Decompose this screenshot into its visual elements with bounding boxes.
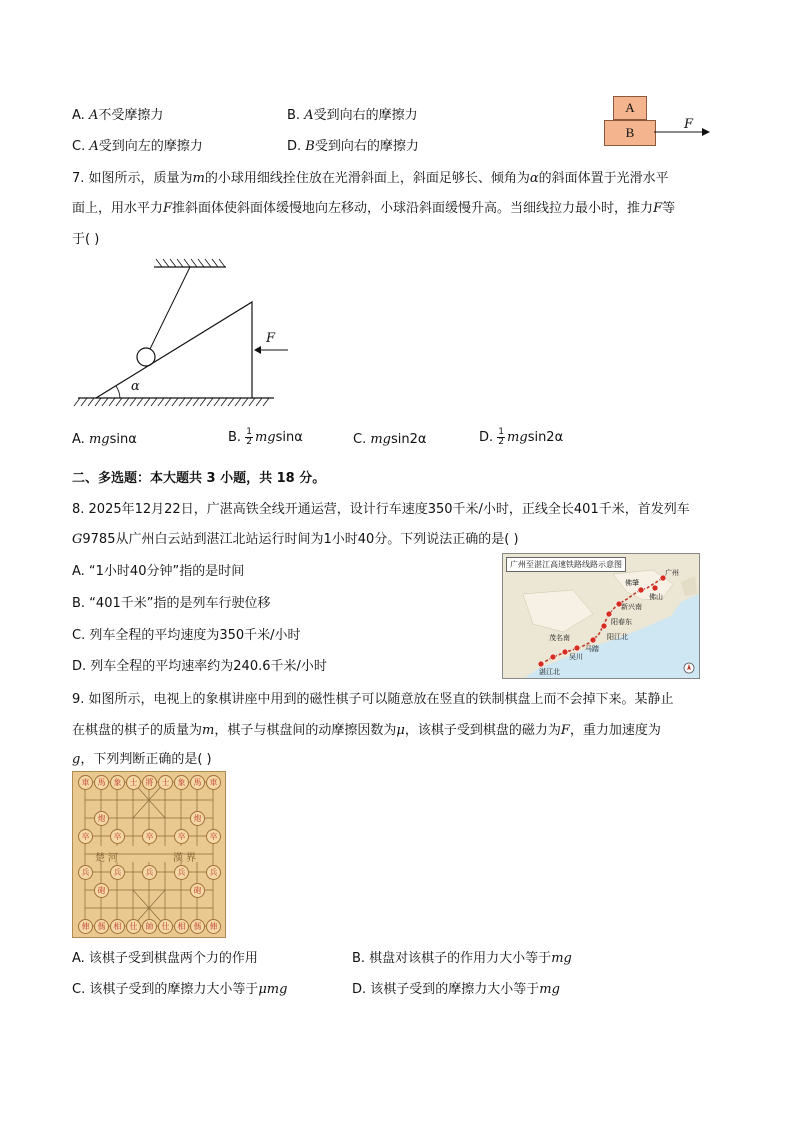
station-label: 吴川 bbox=[569, 653, 583, 661]
chess-piece: 砲 bbox=[94, 883, 109, 898]
q9-option-c: C. 该棋子受到的摩擦力大小等于μmg bbox=[72, 982, 288, 997]
chess-piece: 象 bbox=[174, 775, 189, 790]
chess-piece: 兵 bbox=[206, 865, 221, 880]
q6-option-d: D. B受到向右的摩擦力 bbox=[287, 139, 419, 154]
q9-line-2: 在棋盘的棋子的质量为m，棋子与棋盘间的动摩擦因数为μ，该棋子受到棋盘的磁力为F，重力加速度为 bbox=[72, 723, 661, 738]
q8-line-1: 8. 2025年12月22日，广湛高铁全线开通运营，设计行车速度350千米/小时，正线全长401千米，首发列车 bbox=[72, 502, 690, 517]
incline-force-label: F bbox=[266, 331, 276, 346]
chess-piece: 車 bbox=[78, 775, 93, 790]
station-label: 阳江北 bbox=[607, 633, 628, 641]
section-heading: 二、多选题：本大题共 3 小题，共 18 分。 bbox=[72, 471, 326, 486]
chess-piece: 俥 bbox=[78, 919, 93, 934]
chess-piece: 兵 bbox=[78, 865, 93, 880]
chess-piece: 卒 bbox=[142, 829, 157, 844]
station-label: 阳春东 bbox=[611, 618, 632, 626]
chess-piece: 相 bbox=[110, 919, 125, 934]
q9-line-1: 9. 如图所示，电视上的象棋讲座中用到的磁性棋子可以随意放在竖直的铁制棋盘上而不会掉下来。某静止 bbox=[72, 692, 674, 707]
q7-option-b: B. $\frac{1}{2}$ mgsinα bbox=[228, 427, 303, 447]
q8-option-d: D. 列车全程的平均速率约为240.6千米/小时 bbox=[72, 659, 327, 674]
chess-piece: 將 bbox=[142, 775, 157, 790]
q7-option-a: A. mgsinα bbox=[72, 432, 137, 447]
chess-piece: 帥 bbox=[142, 919, 157, 934]
chess-piece: 炮 bbox=[190, 811, 205, 826]
chess-piece: 相 bbox=[174, 919, 189, 934]
river-text-left: 楚 河 bbox=[95, 853, 118, 864]
q8-line-2: G9785从广州白云站到湛江北站运行时间为1小时40分。下列说法正确的是( ) bbox=[72, 532, 519, 547]
q8-option-c: C. 列车全程的平均速度为350千米/小时 bbox=[72, 628, 301, 643]
q7-line-3: 于( ) bbox=[72, 232, 100, 247]
q9-option-d: D. 该棋子受到的摩擦力大小等于mg bbox=[352, 982, 560, 997]
station-label: 佛肇 bbox=[625, 579, 639, 587]
station-label: 广州 bbox=[665, 569, 679, 577]
chess-piece: 傌 bbox=[190, 919, 205, 934]
chess-piece: 仕 bbox=[126, 919, 141, 934]
chess-piece: 兵 bbox=[174, 865, 189, 880]
station-label: 茂名南 bbox=[549, 634, 570, 642]
station-label: 湛江北 bbox=[539, 668, 560, 676]
q7-option-c: C. mgsin2α bbox=[353, 432, 427, 447]
q7-line-1: 7. 如图所示，质量为m的小球用细线拴住放在光滑斜面上，斜面足够长、倾角为α的斜面体置于光滑水平 bbox=[72, 171, 669, 186]
force-label: F bbox=[684, 117, 694, 132]
chess-piece: 兵 bbox=[142, 865, 157, 880]
angle-label: α bbox=[131, 379, 140, 394]
fraction: $\frac{1}{2}$ bbox=[498, 427, 505, 447]
q9-option-a: A. 该棋子受到棋盘两个力的作用 bbox=[72, 951, 258, 966]
chessboard bbox=[72, 771, 226, 938]
q6-option-b: B. A受到向右的摩擦力 bbox=[287, 108, 418, 123]
chess-piece: 砲 bbox=[190, 883, 205, 898]
station-label: 佛山 bbox=[649, 593, 663, 601]
q9-line-3: g，下列判断正确的是( ) bbox=[72, 752, 212, 767]
q8-option-b: B. “401千米”指的是列车行驶位移 bbox=[72, 596, 271, 611]
chess-piece: 馬 bbox=[94, 775, 109, 790]
q8-option-a: A. “1小时40分钟”指的是时间 bbox=[72, 564, 245, 579]
map-title: 广州至湛江高速铁路线路示意图 bbox=[506, 557, 626, 572]
river-text-right: 漢 界 bbox=[173, 853, 196, 864]
chess-piece: 卒 bbox=[78, 829, 93, 844]
q7-option-d: D. $\frac{1}{2}$ mgsin2α bbox=[479, 427, 564, 447]
chess-piece: 士 bbox=[126, 775, 141, 790]
station-label: 新兴南 bbox=[621, 603, 642, 611]
q9-option-b: B. 棋盘对该棋子的作用力大小等于mg bbox=[352, 951, 572, 966]
railway-map bbox=[502, 553, 700, 679]
chess-piece: 俥 bbox=[206, 919, 221, 934]
chess-piece: 傌 bbox=[94, 919, 109, 934]
chess-piece: 士 bbox=[158, 775, 173, 790]
station-label: 马踏 bbox=[585, 645, 599, 653]
chess-piece: 車 bbox=[206, 775, 221, 790]
chess-piece: 象 bbox=[110, 775, 125, 790]
q6-option-a: A. A不受摩擦力 bbox=[72, 108, 164, 123]
chess-piece: 馬 bbox=[190, 775, 205, 790]
block-b: B bbox=[604, 120, 656, 146]
compass-icon bbox=[683, 662, 695, 674]
q6-option-c: C. A受到向左的摩擦力 bbox=[72, 139, 203, 154]
chess-piece: 卒 bbox=[206, 829, 221, 844]
chess-piece: 卒 bbox=[110, 829, 125, 844]
chess-piece: 仕 bbox=[158, 919, 173, 934]
fraction: $\frac{1}{2}$ bbox=[246, 427, 252, 447]
chess-piece: 卒 bbox=[174, 829, 189, 844]
chess-piece: 兵 bbox=[110, 865, 125, 880]
q7-line-2: 面上，用水平力F推斜面体使斜面体缓慢地向左移动，小球沿斜面缓慢升高。当细线拉力最小时，推力F等 bbox=[72, 201, 676, 216]
block-a: A bbox=[613, 96, 647, 120]
chess-piece: 炮 bbox=[94, 811, 109, 826]
